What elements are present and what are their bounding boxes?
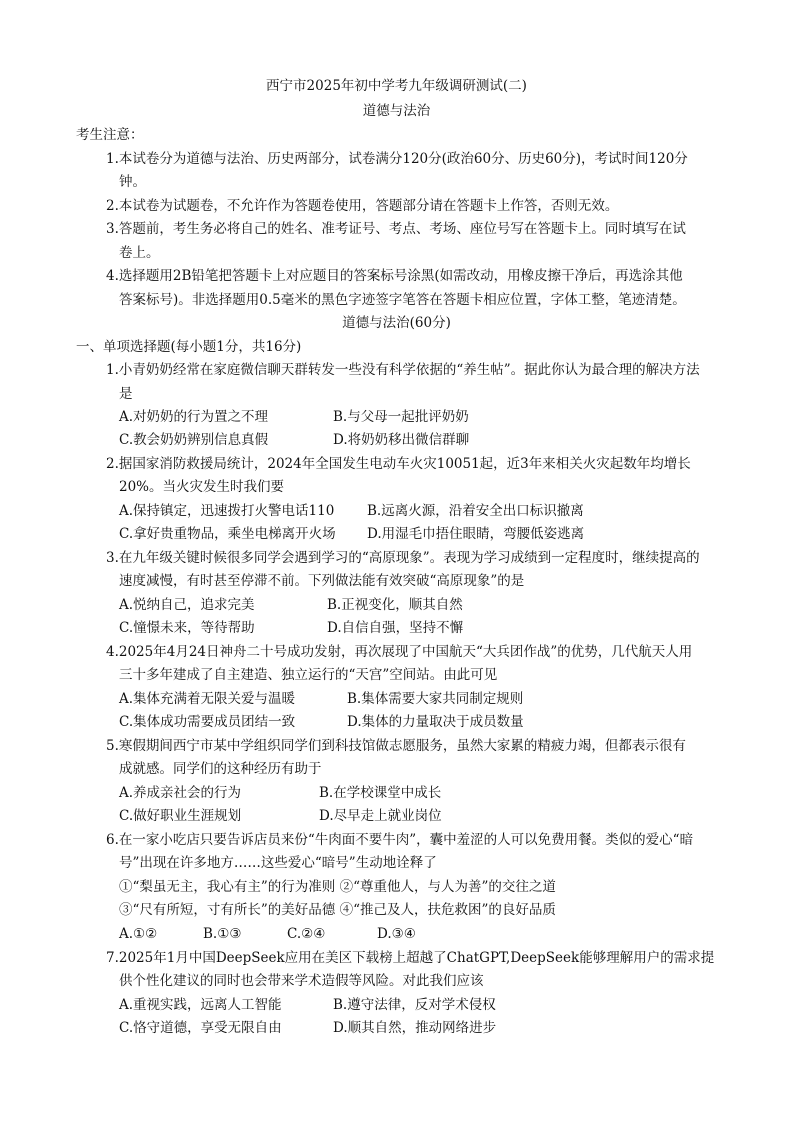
question-stem: 4.2025年4月24日神舟二十号成功发射，再次展现了中国航天“大兵团作战”的优势，几代航天人用: [106, 644, 693, 660]
question-stem-cont: 是: [119, 386, 133, 402]
notice-item: 1.本试卷分为道德与法治、历史两部分，试卷满分120分(政治60分、历史60分)，考试时间120分: [106, 151, 688, 167]
option-c: C.集体成功需要成员团结一致: [119, 714, 296, 730]
option-b: B.正视变化，顺其自然: [327, 597, 463, 613]
option-line: [119, 924, 416, 944]
question-stem: 7.2025年1月中国DeepSeek应用在美区下载榜上超越了ChatGPT,DeepSeek能够理解用户的需求提: [106, 950, 715, 966]
option-line: [119, 430, 469, 450]
subject-title: 道德与法治: [362, 103, 431, 119]
option-d: D.用湿毛巾捂住眼睛，弯腰低姿逃离: [367, 526, 585, 542]
option-d: D.将奶奶移出微信群聊: [333, 432, 470, 448]
option-a: A.①②: [119, 926, 158, 942]
option-c: C.恪守道德，享受无限自由: [119, 1020, 282, 1036]
statement-line: ①“梨虽无主，我心有主”的行为准则 ②“尊重他人，与人为善”的交往之道: [119, 879, 556, 895]
question-stem: 5.寒假期间西宁市某中学组织同学们到科技馆做志愿服务，虽然大家累的精疲力竭，但都表示很有: [106, 738, 686, 754]
option-d: D.尽早走上就业岗位: [319, 808, 442, 824]
notice-item: 3.答题前，考生务必将自己的姓名、准考证号、考点、考场、座位号写在答题卡上。同时填写在试: [106, 221, 686, 237]
option-line: [119, 407, 469, 427]
question-stem: 6.在一家小吃店只要告诉店员来份“牛肉面不要牛肉”，囊中羞涩的人可以免费用餐。类似的爱心“暗: [106, 832, 694, 848]
option-line: [119, 995, 496, 1015]
notice-item-cont: 卷上。: [119, 245, 160, 261]
option-c: C.②④: [287, 926, 326, 942]
option-c: C.做好职业生涯规划: [119, 808, 242, 824]
option-c: C.憧憬未来，等待帮助: [119, 620, 255, 636]
question-stem-cont: 三十多年建成了自主建造、独立运行的“天宫”空间站。由此可见: [119, 667, 498, 683]
question-stem: 3.在九年级关键时候很多同学会遇到学习的“高原现象”。表现为学习成绩到一定程度时，继续提高的: [106, 550, 700, 566]
question-stem-cont: 号”出现在许多地方……这些爱心“暗号”生动地诠释了: [119, 855, 437, 871]
question-stem-cont: 速度减慢，有时甚至停滞不前。下列做法能有效突破“高原现象”的是: [119, 573, 525, 589]
option-line: [119, 712, 524, 732]
section-title: 道德与法治(60分): [342, 315, 451, 331]
option-c: C.教会奶奶辨别信息真假: [119, 432, 269, 448]
option-c: C.拿好贵重物品，乘坐电梯离开火场: [119, 526, 336, 542]
option-a: A.对奶奶的行为置之不理: [119, 409, 269, 425]
option-b: B.远离火源，沿着安全出口标识撤离: [367, 503, 584, 519]
option-line: [119, 689, 523, 709]
option-b: B.与父母一起批评奶奶: [333, 409, 469, 425]
question-stem: 2.据国家消防救援局统计，2024年全国发生电动车火灾10051起，近3年来相关火灾起数年均增长: [106, 456, 691, 472]
option-b: B.集体需要大家共同制定规则: [347, 691, 524, 707]
notice-item: 2.本试卷为试题卷，不允许作为答题卷使用，答题部分请在答题卡上作答，否则无效。: [106, 198, 619, 214]
exam-title: 西宁市2025年初中学考九年级调研测试(二): [266, 78, 527, 94]
option-d: D.顺其自然，推动网络进步: [333, 1020, 497, 1036]
option-line: [119, 501, 584, 521]
notice-heading: 考生注意：: [76, 127, 144, 143]
statement-line: ③“尺有所短，寸有所长”的美好品德 ④“推己及人，扶危救困”的良好品质: [119, 902, 556, 918]
notice-item-cont: 答案标号)。非选择题用0.5毫米的黑色字迹签字笔答在答题卡相应位置，字体工整，笔迹清楚。: [119, 292, 686, 308]
part-heading: 一、单项选择题(每小题1分，共16分): [76, 339, 302, 355]
question-stem-cont: 20%。当火灾发生时我们要: [119, 479, 285, 495]
option-line: [119, 595, 463, 615]
option-b: B.在学校课堂中成长: [319, 785, 442, 801]
option-a: A.悦纳自己，追求完美: [119, 597, 255, 613]
option-d: D.集体的力量取决于成员数量: [347, 714, 524, 730]
question-stem-cont: 成就感。同学们的这种经历有助于: [119, 761, 322, 777]
notice-item: 4.选择题用2B铅笔把答题卡上对应题目的答案标号涂黑(如需改动，用橡皮擦干净后，再选涂其他: [106, 268, 683, 284]
option-d: D.③④: [377, 926, 416, 942]
option-a: A.养成亲社会的行为: [119, 785, 242, 801]
option-b: B.遵守法律，反对学术侵权: [333, 997, 496, 1013]
option-line: [119, 806, 442, 826]
option-line: [119, 618, 463, 638]
option-line: [119, 783, 441, 803]
option-line: [119, 524, 584, 544]
question-stem-cont: 供个性化建议的同时也会带来学术造假等风险。对此我们应该: [119, 973, 484, 989]
option-b: B.①③: [203, 926, 242, 942]
option-line: [119, 1018, 496, 1038]
notice-item-cont: 钟。: [119, 174, 146, 190]
option-a: A.重视实践，远离人工智能: [119, 997, 282, 1013]
option-a: A.保持镇定，迅速拨打火警电话110: [119, 503, 335, 519]
question-stem: 1.小青奶奶经常在家庭微信聊天群转发一些没有科学依据的“养生帖”。据此你认为最合理的解决方法: [106, 362, 700, 378]
option-a: A.集体充满着无限关爱与温暖: [119, 691, 296, 707]
option-d: D.自信自强，坚持不懈: [327, 620, 464, 636]
